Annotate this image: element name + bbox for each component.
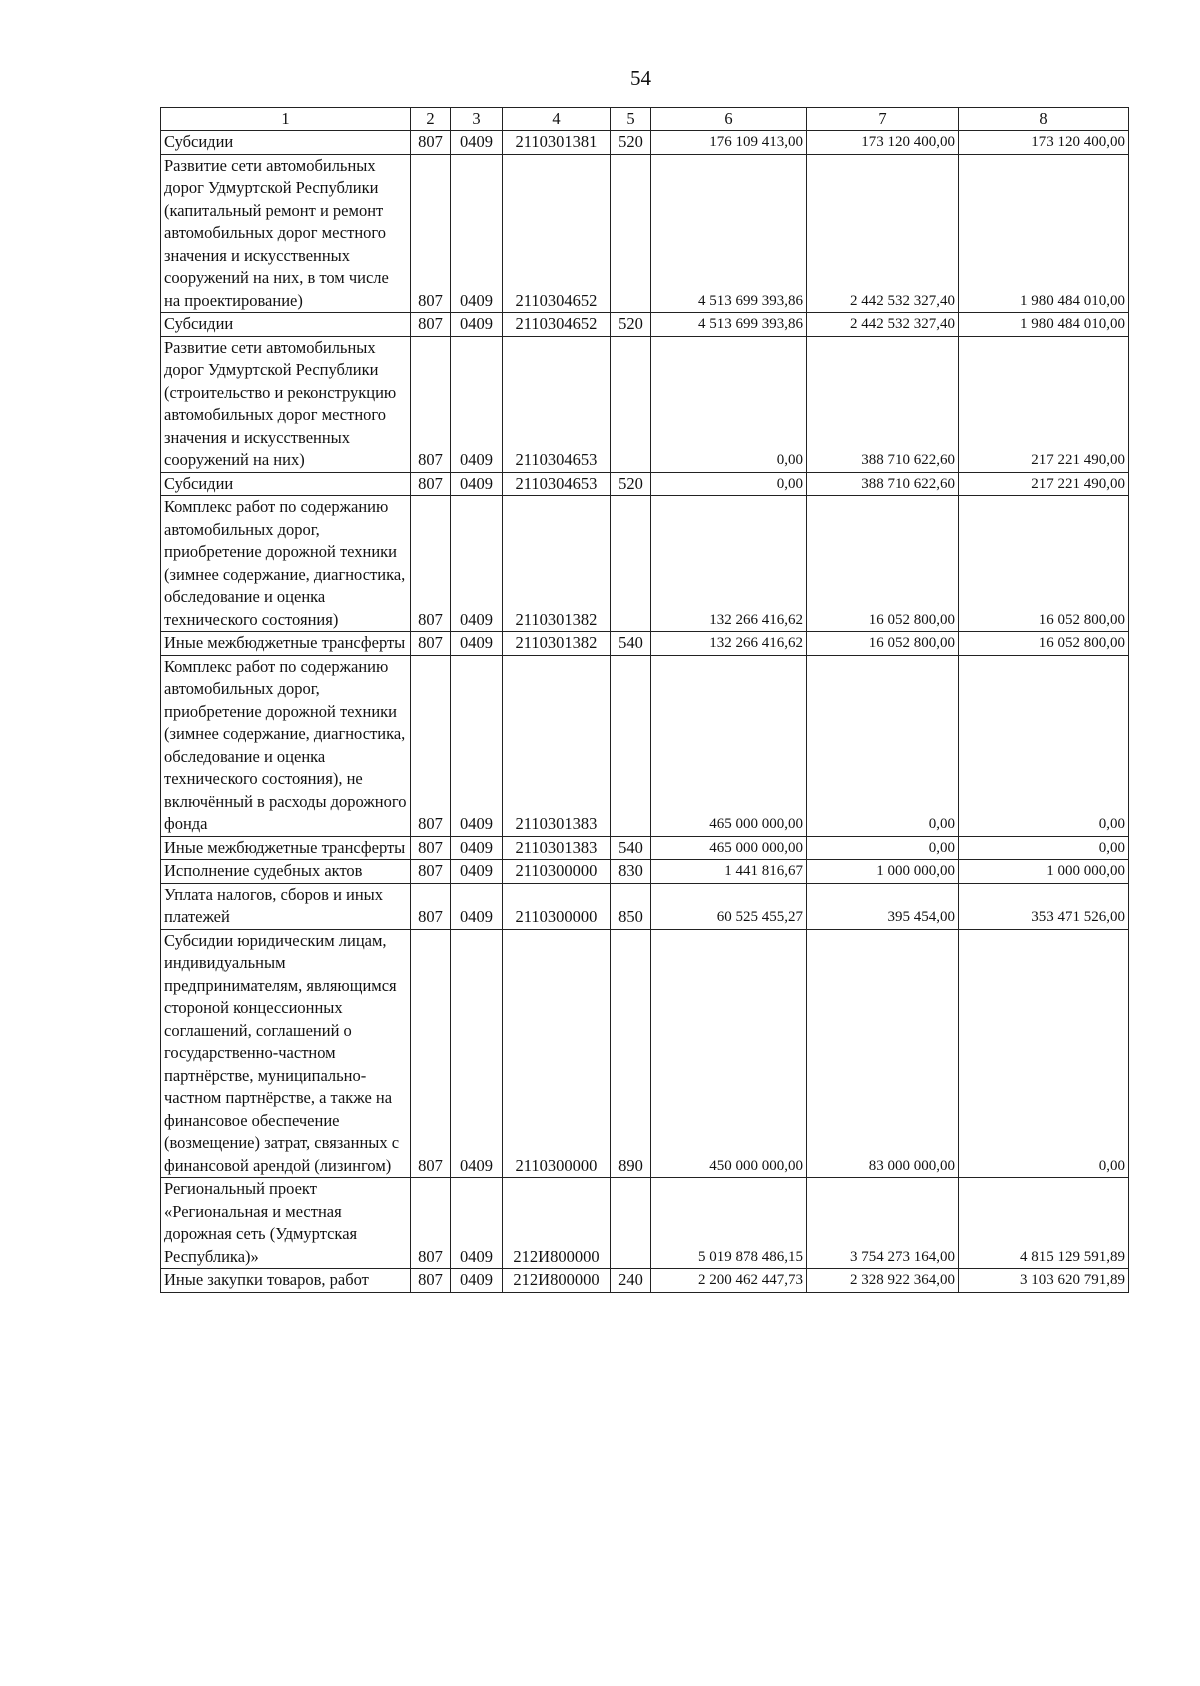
expense-type-cell: 830: [611, 860, 651, 884]
table-body: [161, 131, 1129, 1293]
gl-admin-code-cell: 807: [411, 313, 451, 337]
amount-col7-cell: 2 442 532 327,40: [807, 313, 959, 337]
section-code-cell: 0409: [451, 860, 503, 884]
amount-col7-cell: 395 454,00: [807, 883, 959, 929]
table-row: [161, 883, 1129, 929]
row-name-cell: Региональный проект «Региональная и местная дорожная сеть (Удмуртская Республика)»: [161, 1178, 411, 1269]
amount-col8-cell: 16 052 800,00: [959, 496, 1129, 632]
header-row: [161, 108, 1129, 131]
amount-col8-cell: 4 815 129 591,89: [959, 1178, 1129, 1269]
amount-col7-cell: 0,00: [807, 836, 959, 860]
section-code-cell: 0409: [451, 472, 503, 496]
target-article-cell: 2110301382: [503, 632, 611, 656]
table-row: [161, 496, 1129, 632]
target-article-cell: 2110300000: [503, 929, 611, 1178]
expense-type-cell: 240: [611, 1269, 651, 1293]
table-row: [161, 1178, 1129, 1269]
amount-col6-cell: 465 000 000,00: [651, 836, 807, 860]
table-row: [161, 655, 1129, 836]
section-code-cell: 0409: [451, 655, 503, 836]
header-cell: 3: [451, 108, 503, 131]
expense-type-cell: 540: [611, 836, 651, 860]
table-row: [161, 472, 1129, 496]
amount-col6-cell: 0,00: [651, 336, 807, 472]
amount-col6-cell: 5 019 878 486,15: [651, 1178, 807, 1269]
amount-col8-cell: 0,00: [959, 929, 1129, 1178]
expense-type-cell: [611, 1178, 651, 1269]
gl-admin-code-cell: 807: [411, 1178, 451, 1269]
target-article-cell: 2110301381: [503, 131, 611, 155]
row-name-cell: Иные межбюджетные трансферты: [161, 632, 411, 656]
row-name-cell: Иные межбюджетные трансферты: [161, 836, 411, 860]
header-cell: 5: [611, 108, 651, 131]
budget-table: [160, 107, 1129, 1293]
section-code-cell: 0409: [451, 836, 503, 860]
amount-col8-cell: 16 052 800,00: [959, 632, 1129, 656]
expense-type-cell: 850: [611, 883, 651, 929]
target-article-cell: 2110304652: [503, 154, 611, 313]
amount-col6-cell: 176 109 413,00: [651, 131, 807, 155]
row-name-cell: Уплата налогов, сборов и иных платежей: [161, 883, 411, 929]
section-code-cell: 0409: [451, 632, 503, 656]
expense-type-cell: [611, 154, 651, 313]
header-cell: 1: [161, 108, 411, 131]
amount-col7-cell: 1 000 000,00: [807, 860, 959, 884]
row-name-cell: Комплекс работ по содержанию автомобильных дорог, приобретение дорожной техники (зимнее содержание, диагностика, обследование и оценка технического состояния), не включённый в расходы дорожного фонда: [161, 655, 411, 836]
amount-col6-cell: 465 000 000,00: [651, 655, 807, 836]
row-name-cell: Иные закупки товаров, работ: [161, 1269, 411, 1293]
header-cell: 4: [503, 108, 611, 131]
expense-type-cell: 890: [611, 929, 651, 1178]
amount-col8-cell: 1 000 000,00: [959, 860, 1129, 884]
expense-type-cell: 520: [611, 313, 651, 337]
amount-col8-cell: 353 471 526,00: [959, 883, 1129, 929]
gl-admin-code-cell: 807: [411, 472, 451, 496]
header-cell: 7: [807, 108, 959, 131]
table-row: [161, 131, 1129, 155]
table-row: [161, 154, 1129, 313]
target-article-cell: 2110301382: [503, 496, 611, 632]
row-name-cell: Комплекс работ по содержанию автомобильных дорог, приобретение дорожной техники (зимнее содержание, диагностика, обследование и оценка технического состояния): [161, 496, 411, 632]
row-name-cell: Субсидии: [161, 131, 411, 155]
amount-col7-cell: 173 120 400,00: [807, 131, 959, 155]
amount-col6-cell: 1 441 816,67: [651, 860, 807, 884]
gl-admin-code-cell: 807: [411, 496, 451, 632]
amount-col7-cell: 2 328 922 364,00: [807, 1269, 959, 1293]
amount-col6-cell: 4 513 699 393,86: [651, 313, 807, 337]
gl-admin-code-cell: 807: [411, 860, 451, 884]
row-name-cell: Развитие сети автомобильных дорог Удмуртской Республики (строительство и реконструкцию автомобильных дорог местного значения и искусственных сооружений на них): [161, 336, 411, 472]
row-name-cell: Субсидии: [161, 472, 411, 496]
section-code-cell: 0409: [451, 313, 503, 337]
gl-admin-code-cell: 807: [411, 632, 451, 656]
amount-col6-cell: 60 525 455,27: [651, 883, 807, 929]
amount-col8-cell: 173 120 400,00: [959, 131, 1129, 155]
section-code-cell: 0409: [451, 131, 503, 155]
amount-col8-cell: 217 221 490,00: [959, 472, 1129, 496]
amount-col7-cell: 388 710 622,60: [807, 336, 959, 472]
expense-type-cell: [611, 496, 651, 632]
table-row: [161, 336, 1129, 472]
table-row: [161, 860, 1129, 884]
gl-admin-code-cell: 807: [411, 655, 451, 836]
row-name-cell: Развитие сети автомобильных дорог Удмуртской Республики (капитальный ремонт и ремонт автомобильных дорог местного значения и искусственных сооружений на них, в том числе на проектирование): [161, 154, 411, 313]
amount-col7-cell: 388 710 622,60: [807, 472, 959, 496]
amount-col6-cell: 132 266 416,62: [651, 632, 807, 656]
target-article-cell: 212И800000: [503, 1178, 611, 1269]
amount-col8-cell: 3 103 620 791,89: [959, 1269, 1129, 1293]
row-name-cell: Субсидии юридическим лицам, индивидуальным предпринимателям, являющимся стороной концессионных соглашений, соглашений о государственно-частном партнёрстве, муниципально-частном партнёрстве, а также на финансовое обеспечение (возмещение) затрат, связанных с финансовой арендой (лизингом): [161, 929, 411, 1178]
gl-admin-code-cell: 807: [411, 131, 451, 155]
table-row: [161, 313, 1129, 337]
section-code-cell: 0409: [451, 929, 503, 1178]
target-article-cell: 2110301383: [503, 655, 611, 836]
header-cell: 2: [411, 108, 451, 131]
target-article-cell: 2110300000: [503, 883, 611, 929]
amount-col6-cell: 0,00: [651, 472, 807, 496]
section-code-cell: 0409: [451, 1269, 503, 1293]
section-code-cell: 0409: [451, 1178, 503, 1269]
amount-col6-cell: 4 513 699 393,86: [651, 154, 807, 313]
amount-col8-cell: 0,00: [959, 655, 1129, 836]
section-code-cell: 0409: [451, 496, 503, 632]
section-code-cell: 0409: [451, 336, 503, 472]
section-code-cell: 0409: [451, 883, 503, 929]
row-name-cell: Исполнение судебных актов: [161, 860, 411, 884]
amount-col6-cell: 132 266 416,62: [651, 496, 807, 632]
target-article-cell: 2110304653: [503, 336, 611, 472]
amount-col7-cell: 0,00: [807, 655, 959, 836]
gl-admin-code-cell: 807: [411, 336, 451, 472]
table-row: [161, 1269, 1129, 1293]
expense-type-cell: [611, 655, 651, 836]
amount-col8-cell: 0,00: [959, 836, 1129, 860]
amount-col7-cell: 3 754 273 164,00: [807, 1178, 959, 1269]
amount-col8-cell: 217 221 490,00: [959, 336, 1129, 472]
row-name-cell: Субсидии: [161, 313, 411, 337]
target-article-cell: 2110304653: [503, 472, 611, 496]
gl-admin-code-cell: 807: [411, 929, 451, 1178]
amount-col6-cell: 450 000 000,00: [651, 929, 807, 1178]
target-article-cell: 2110304652: [503, 313, 611, 337]
gl-admin-code-cell: 807: [411, 1269, 451, 1293]
section-code-cell: 0409: [451, 154, 503, 313]
amount-col8-cell: 1 980 484 010,00: [959, 313, 1129, 337]
amount-col7-cell: 83 000 000,00: [807, 929, 959, 1178]
amount-col6-cell: 2 200 462 447,73: [651, 1269, 807, 1293]
table-row: [161, 929, 1129, 1178]
amount-col7-cell: 16 052 800,00: [807, 496, 959, 632]
gl-admin-code-cell: 807: [411, 154, 451, 313]
expense-type-cell: 540: [611, 632, 651, 656]
header-cell: 6: [651, 108, 807, 131]
gl-admin-code-cell: 807: [411, 836, 451, 860]
amount-col7-cell: 2 442 532 327,40: [807, 154, 959, 313]
page-number: 54: [630, 66, 651, 90]
table-row: [161, 632, 1129, 656]
expense-type-cell: 520: [611, 472, 651, 496]
expense-type-cell: [611, 336, 651, 472]
gl-admin-code-cell: 807: [411, 883, 451, 929]
amount-col7-cell: 16 052 800,00: [807, 632, 959, 656]
expense-type-cell: 520: [611, 131, 651, 155]
table-row: [161, 836, 1129, 860]
header-cell: 8: [959, 108, 1129, 131]
target-article-cell: 2110300000: [503, 860, 611, 884]
target-article-cell: 212И800000: [503, 1269, 611, 1293]
amount-col8-cell: 1 980 484 010,00: [959, 154, 1129, 313]
target-article-cell: 2110301383: [503, 836, 611, 860]
